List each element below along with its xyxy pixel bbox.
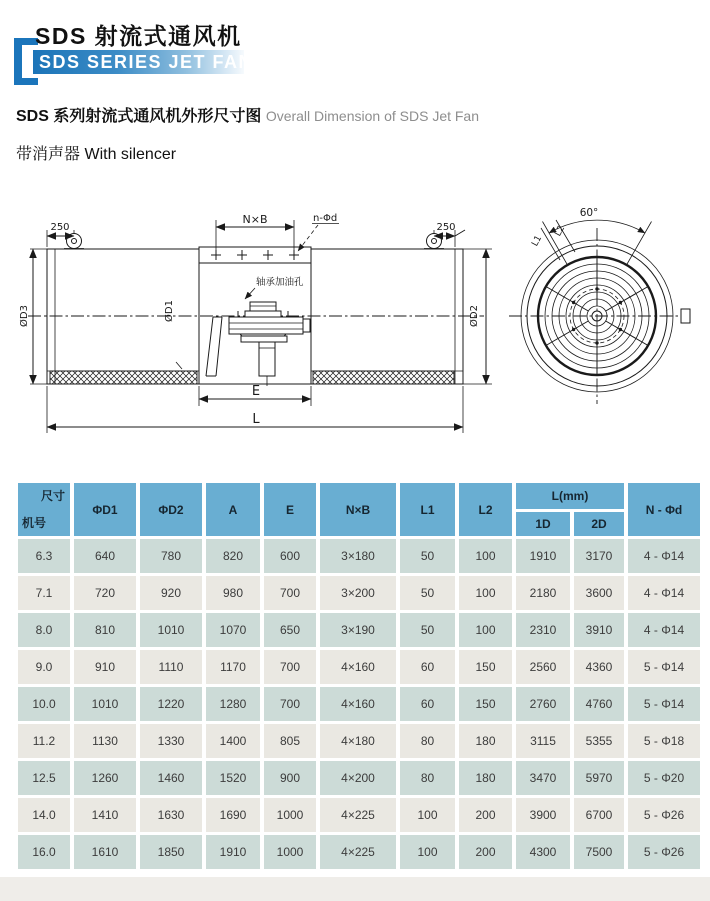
- value-cell: 1110: [140, 650, 202, 684]
- variant-en: With silencer: [84, 146, 177, 163]
- dim-nxb: [216, 213, 294, 252]
- value-cell: 1690: [206, 798, 260, 832]
- value-cell: 3470: [516, 761, 570, 795]
- variant-cn: 带消声器: [16, 146, 81, 163]
- value-cell: 700: [264, 576, 316, 610]
- value-cell: 5 - Φ14: [628, 687, 700, 721]
- value-cell: 1410: [74, 798, 136, 832]
- value-cell: 640: [74, 539, 136, 573]
- value-cell: 5 - Φ26: [628, 798, 700, 832]
- value-cell: 4×225: [320, 798, 396, 832]
- value-cell: 900: [264, 761, 316, 795]
- value-cell: 1010: [74, 687, 136, 721]
- dim-250-left-label: 250: [50, 222, 70, 233]
- dim-angle-label: 60°: [579, 207, 599, 219]
- value-cell: 3170: [574, 539, 624, 573]
- value-cell: 100: [400, 835, 455, 869]
- table-row: [18, 576, 700, 610]
- value-cell: 910: [74, 650, 136, 684]
- col-header-l1: L1: [400, 483, 455, 536]
- series-banner: SDS SERIES JET FAN: [33, 50, 244, 74]
- dim-250-right-label: 250: [436, 222, 456, 233]
- value-cell: 1460: [140, 761, 202, 795]
- table-row: [18, 687, 700, 721]
- value-cell: 1010: [140, 613, 202, 647]
- value-cell: 650: [264, 613, 316, 647]
- dim-d3-label: ØD3: [19, 305, 30, 327]
- value-cell: 1400: [206, 724, 260, 758]
- col-header-2d: 2D: [574, 512, 624, 536]
- variant-title: [16, 141, 176, 164]
- value-cell: 3115: [516, 724, 570, 758]
- value-cell: 1520: [206, 761, 260, 795]
- value-cell: 6700: [574, 798, 624, 832]
- value-cell: 1630: [140, 798, 202, 832]
- value-cell: 4 - Φ14: [628, 539, 700, 573]
- value-cell: 4760: [574, 687, 624, 721]
- model-cell: 12.5: [18, 761, 70, 795]
- col-header-l2: L2: [459, 483, 512, 536]
- model-cell: 9.0: [18, 650, 70, 684]
- model-cell: 14.0: [18, 798, 70, 832]
- value-cell: 4×160: [320, 650, 396, 684]
- value-cell: 5355: [574, 724, 624, 758]
- value-cell: 3×190: [320, 613, 396, 647]
- value-cell: 4 - Φ14: [628, 576, 700, 610]
- value-cell: 5 - Φ14: [628, 650, 700, 684]
- value-cell: 1130: [74, 724, 136, 758]
- table-row: [18, 539, 700, 573]
- value-cell: 5 - Φ26: [628, 835, 700, 869]
- value-cell: 50: [400, 576, 455, 610]
- value-cell: 100: [459, 576, 512, 610]
- value-cell: 80: [400, 724, 455, 758]
- value-cell: 1000: [264, 798, 316, 832]
- value-cell: 2180: [516, 576, 570, 610]
- col-header-d2: ΦD2: [140, 483, 202, 536]
- silencer-lining-right: [313, 371, 454, 384]
- table-row: [18, 613, 700, 647]
- silencer-lining-left: [50, 371, 197, 384]
- table-row: [18, 798, 700, 832]
- dim-l-label: L: [252, 412, 260, 427]
- value-cell: 60: [400, 650, 455, 684]
- table-row: [18, 761, 700, 795]
- corner-label-dimension: 尺寸: [40, 489, 65, 503]
- value-cell: 3900: [516, 798, 570, 832]
- spec-table-body: [18, 539, 700, 869]
- value-cell: 1170: [206, 650, 260, 684]
- value-cell: 1330: [140, 724, 202, 758]
- value-cell: 920: [140, 576, 202, 610]
- model-cell: 6.3: [18, 539, 70, 573]
- table-row: [18, 835, 700, 869]
- value-cell: 700: [264, 650, 316, 684]
- value-cell: 200: [459, 798, 512, 832]
- value-cell: 810: [74, 613, 136, 647]
- value-cell: 820: [206, 539, 260, 573]
- value-cell: 3×180: [320, 539, 396, 573]
- model-cell: 16.0: [18, 835, 70, 869]
- page-title: SDS 射流式通风机: [35, 23, 242, 49]
- value-cell: 200: [459, 835, 512, 869]
- value-cell: 1220: [140, 687, 202, 721]
- value-cell: 805: [264, 724, 316, 758]
- col-header-1d: 1D: [516, 512, 570, 536]
- corner-label-model: 机号: [22, 516, 47, 530]
- value-cell: 4300: [516, 835, 570, 869]
- value-cell: 60: [400, 687, 455, 721]
- col-header-a: A: [206, 483, 260, 536]
- value-cell: 80: [400, 761, 455, 795]
- model-cell: 7.1: [18, 576, 70, 610]
- value-cell: 2310: [516, 613, 570, 647]
- value-cell: 150: [459, 650, 512, 684]
- value-cell: 150: [459, 687, 512, 721]
- value-cell: 100: [459, 539, 512, 573]
- value-cell: 2560: [516, 650, 570, 684]
- value-cell: 4×160: [320, 687, 396, 721]
- dim-d1-label: ØD1: [164, 300, 175, 322]
- value-cell: 100: [400, 798, 455, 832]
- value-cell: 3×200: [320, 576, 396, 610]
- dim-l2-label: L2: [553, 223, 568, 239]
- value-cell: 5 - Φ18: [628, 724, 700, 758]
- value-cell: 1910: [206, 835, 260, 869]
- dim-l1-label: L1: [530, 233, 545, 249]
- value-cell: 720: [74, 576, 136, 610]
- corner-header-cell: [18, 483, 70, 536]
- col-header-e: E: [264, 483, 316, 536]
- value-cell: 3910: [574, 613, 624, 647]
- value-cell: 600: [264, 539, 316, 573]
- value-cell: 980: [206, 576, 260, 610]
- value-cell: 5970: [574, 761, 624, 795]
- n-phi-d-label: n-Φd: [313, 213, 338, 224]
- value-cell: 180: [459, 724, 512, 758]
- value-cell: 50: [400, 613, 455, 647]
- section-title: [16, 103, 479, 126]
- value-cell: 4×180: [320, 724, 396, 758]
- value-cell: 1000: [264, 835, 316, 869]
- value-cell: 4×200: [320, 761, 396, 795]
- dim-d2-label: ØD2: [469, 305, 480, 327]
- bearing-hole-label: 轴承加油孔: [256, 277, 304, 288]
- dim-e-label: E: [251, 384, 261, 399]
- col-header-lmm: L(mm): [516, 483, 624, 509]
- value-cell: 700: [264, 687, 316, 721]
- value-cell: 1260: [74, 761, 136, 795]
- value-cell: 7500: [574, 835, 624, 869]
- page-bottom-band: [0, 877, 710, 901]
- value-cell: 780: [140, 539, 202, 573]
- value-cell: 4×225: [320, 835, 396, 869]
- value-cell: 4 - Φ14: [628, 613, 700, 647]
- dim-nxb-label: N×B: [242, 213, 268, 226]
- col-header-nxb: N×B: [320, 483, 396, 536]
- model-cell: 11.2: [18, 724, 70, 758]
- value-cell: 1910: [516, 539, 570, 573]
- model-cell: 8.0: [18, 613, 70, 647]
- value-cell: 5 - Φ20: [628, 761, 700, 795]
- junction-box-tab: [681, 309, 690, 323]
- table-row: [18, 724, 700, 758]
- dim-d2: [463, 249, 492, 384]
- value-cell: 3600: [574, 576, 624, 610]
- value-cell: 1070: [206, 613, 260, 647]
- value-cell: 2760: [516, 687, 570, 721]
- dimension-table: [14, 480, 704, 872]
- dim-e: [199, 384, 311, 406]
- value-cell: 100: [459, 613, 512, 647]
- value-cell: 4360: [574, 650, 624, 684]
- dim-d3: [18, 249, 47, 384]
- value-cell: 1280: [206, 687, 260, 721]
- callout-n-phi-d: [298, 213, 339, 251]
- value-cell: 50: [400, 539, 455, 573]
- section-title-cn: SDS 系列射流式通风机外形尺寸图: [16, 108, 262, 125]
- section-title-en: Overall Dimension of SDS Jet Fan: [265, 108, 480, 124]
- side-view: [18, 213, 492, 433]
- col-header-n-phi-d: N - Φd: [628, 483, 700, 536]
- value-cell: 1850: [140, 835, 202, 869]
- table-row: [18, 650, 700, 684]
- value-cell: 180: [459, 761, 512, 795]
- col-header-d1: ΦD1: [74, 483, 136, 536]
- dimension-drawing: [0, 190, 710, 458]
- value-cell: 1610: [74, 835, 136, 869]
- model-cell: 10.0: [18, 687, 70, 721]
- end-view: [509, 207, 690, 404]
